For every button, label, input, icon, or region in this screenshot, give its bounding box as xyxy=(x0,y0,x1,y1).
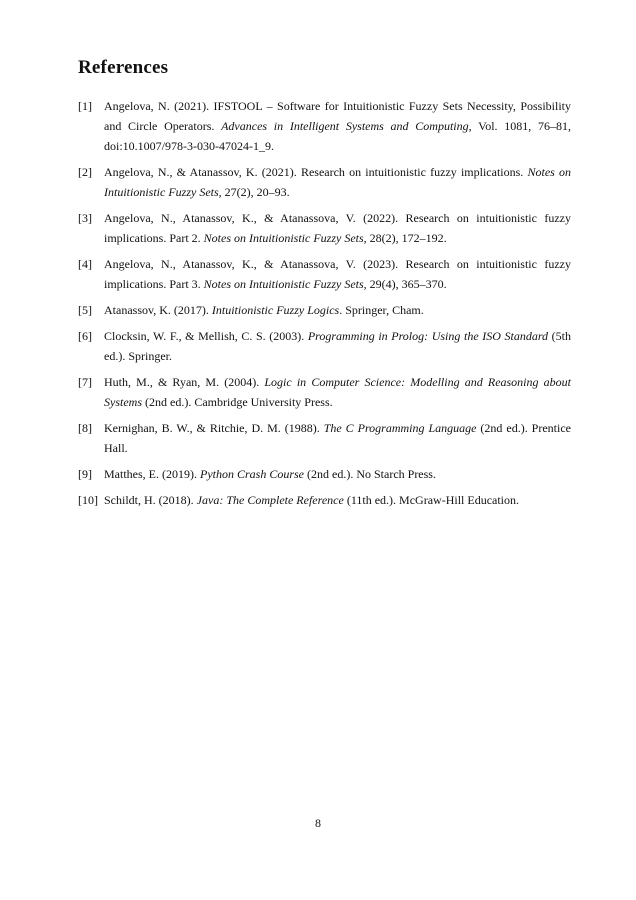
reference-segment: (2nd ed.). Cambridge University Press. xyxy=(142,395,333,409)
reference-segment: Matthes, E. (2019). xyxy=(104,467,200,481)
reference-text xyxy=(104,326,571,366)
reference-item xyxy=(78,372,571,412)
reference-item xyxy=(78,464,571,484)
reference-segment: Angelova, N., & Atanassov, K. (2021). Research on intuitionistic fuzzy implications. xyxy=(104,165,528,179)
reference-segment: , 29(4), 365–370. xyxy=(363,277,447,291)
reference-segment: Schildt, H. (2018). xyxy=(104,493,197,507)
reference-segment: , Vol. 1081, 76–81, doi:10.1007/978-3-030-47024-1_9. xyxy=(104,119,571,153)
reference-label: [9] xyxy=(78,467,92,481)
reference-segment-italic: Notes on Intuitionistic Fuzzy Sets xyxy=(104,165,571,199)
reference-segment: (2nd ed.). Prentice Hall. xyxy=(104,421,571,455)
reference-segment: (11th ed.). McGraw-Hill Education. xyxy=(343,493,520,507)
reference-segment: Angelova, N., Atanassov, K., & Atanassova, V. (2023). Research on intuitionistic fuzzy implications. Part 3. xyxy=(104,257,571,291)
reference-segment: Angelova, N. (2021). IFSTOOL – Software for Intuitionistic Fuzzy Sets Necessity, Possibility and Circle Operators. xyxy=(104,99,571,133)
reference-segment: Huth, M., & Ryan, M. (2004). xyxy=(104,375,265,389)
reference-segment: . Springer, Cham. xyxy=(339,303,424,317)
reference-text xyxy=(104,96,571,156)
reference-text xyxy=(104,162,571,202)
reference-segment-italic: The C Programming Language xyxy=(323,421,477,435)
reference-segment-italic: Python Crash Course xyxy=(199,467,304,481)
reference-segment-italic: Advances in Intelligent Systems and Computing xyxy=(221,119,469,133)
page-title: References xyxy=(78,57,169,78)
reference-item xyxy=(78,162,571,202)
reference-label: [8] xyxy=(78,421,92,435)
reference-segment: Clocksin, W. F., & Mellish, C. S. (2003). xyxy=(104,329,308,343)
reference-label: [2] xyxy=(78,165,92,179)
reference-label: [6] xyxy=(78,329,92,343)
reference-label: [3] xyxy=(78,211,92,225)
reference-segment-italic: Java: The Complete Reference xyxy=(196,493,344,507)
reference-segment: Angelova, N., Atanassov, K., & Atanassova, V. (2022). Research on intuitionistic fuzzy implications. Part 2. xyxy=(104,211,571,245)
reference-text xyxy=(104,464,571,484)
reference-item xyxy=(78,96,571,156)
reference-segment-italic: Notes on Intuitionistic Fuzzy Sets xyxy=(203,277,364,291)
reference-text xyxy=(104,490,571,510)
reference-segment: Atanassov, K. (2017). xyxy=(104,303,212,317)
reference-segment: , 28(2), 172–192. xyxy=(363,231,447,245)
reference-segment-italic: Intuitionistic Fuzzy Logics xyxy=(211,303,340,317)
reference-item xyxy=(78,418,571,458)
reference-text xyxy=(104,254,571,294)
reference-segment: (5th ed.). Springer. xyxy=(104,329,571,363)
reference-text xyxy=(104,300,571,320)
reference-label: [5] xyxy=(78,303,92,317)
reference-segment-italic: Programming in Prolog: Using the ISO Standard xyxy=(307,329,549,343)
reference-item xyxy=(78,208,571,248)
page-number: 8 xyxy=(315,816,321,830)
reference-segment: , 27(2), 20–93. xyxy=(218,185,290,199)
reference-segment: (2nd ed.). No Starch Press. xyxy=(304,467,436,481)
reference-text xyxy=(104,208,571,248)
reference-item xyxy=(78,300,571,320)
reference-item xyxy=(78,254,571,294)
reference-segment-italic: Notes on Intuitionistic Fuzzy Sets xyxy=(203,231,364,245)
reference-label: [4] xyxy=(78,257,92,271)
reference-label: [10] xyxy=(78,493,98,507)
reference-text xyxy=(104,418,571,458)
reference-segment: Kernighan, B. W., & Ritchie, D. M. (1988). xyxy=(104,421,324,435)
reference-item xyxy=(78,490,571,510)
reference-label: [7] xyxy=(78,375,92,389)
reference-segment-italic: Logic in Computer Science: Modelling and Reasoning about Systems xyxy=(104,375,571,409)
reference-list xyxy=(78,96,571,510)
reference-label: [1] xyxy=(78,99,92,113)
reference-text xyxy=(104,372,571,412)
reference-item xyxy=(78,326,571,366)
